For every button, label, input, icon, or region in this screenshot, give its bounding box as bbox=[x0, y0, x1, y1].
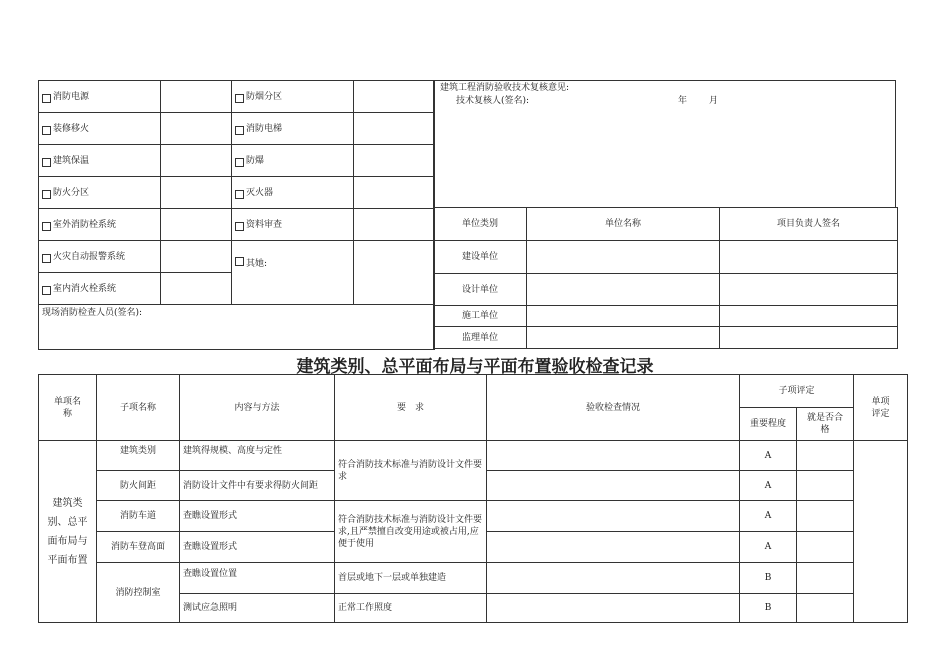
content-method: 消防设计文件中有要求得防火间距 bbox=[180, 471, 335, 501]
checkbox-icon bbox=[235, 257, 244, 266]
importance-value: B bbox=[740, 563, 797, 594]
review-opinion-box[interactable] bbox=[433, 80, 896, 208]
checklist-item[interactable]: 灭火器 bbox=[232, 177, 354, 209]
requirement-header: 要 求 bbox=[335, 375, 487, 441]
category-cell: 建筑类别、总平面布局与平面布置 bbox=[39, 441, 97, 623]
checklist-item[interactable]: 室内消火栓系统 bbox=[39, 273, 161, 305]
reviewer-label: 技术复核人(签名): bbox=[456, 96, 530, 106]
checkbox-icon bbox=[42, 222, 51, 231]
check-header: 验收检查情况 bbox=[487, 375, 740, 441]
qualified-cell[interactable] bbox=[797, 563, 854, 594]
unit-type-label: 施工单位 bbox=[434, 306, 527, 327]
check-cell[interactable] bbox=[487, 532, 740, 563]
content-method: 建筑得规模、高度与定性 bbox=[180, 441, 335, 471]
checklist-item[interactable]: 资料审查 bbox=[232, 209, 354, 241]
importance-value: A bbox=[740, 441, 797, 471]
content-method: 查瞧设置位置 bbox=[180, 563, 335, 594]
signature-cell[interactable] bbox=[720, 306, 898, 327]
checkbox-icon bbox=[235, 158, 244, 167]
record-table bbox=[38, 374, 908, 623]
unit-type-header: 单位类别 bbox=[434, 208, 527, 241]
requirement-cell: 正常工作照度 bbox=[335, 594, 487, 623]
sub-item-name: 消防车道 bbox=[97, 501, 180, 532]
sub-name-header: 子项名称 bbox=[97, 375, 180, 441]
qualified-header: 就是否合格 bbox=[797, 408, 854, 441]
sub-item-name: 建筑类别 bbox=[97, 441, 180, 471]
qualified-cell[interactable] bbox=[797, 594, 854, 623]
checkbox-icon bbox=[42, 286, 51, 295]
qualified-cell[interactable] bbox=[797, 501, 854, 532]
checklist-item[interactable]: 防烟分区 bbox=[232, 81, 354, 113]
checklist-item[interactable]: 其她: bbox=[232, 241, 354, 305]
checkbox-icon bbox=[235, 190, 244, 199]
importance-header: 重要程度 bbox=[740, 408, 797, 441]
checklist-item[interactable]: 消防电梯 bbox=[232, 113, 354, 145]
checkbox-icon bbox=[42, 254, 51, 263]
sub-item-name: 防火间距 bbox=[97, 471, 180, 501]
unit-name-cell[interactable] bbox=[527, 327, 720, 349]
leader-signature-header: 项目负责人签名 bbox=[720, 208, 898, 241]
unit-type-label: 设计单位 bbox=[434, 274, 527, 306]
requirement-cell: 符合消防技术标准与消防设计文件要求 bbox=[335, 441, 487, 501]
checkbox-icon bbox=[235, 126, 244, 135]
inspector-signature-cell[interactable]: 现场消防检查人员(签名): bbox=[39, 305, 435, 350]
checkbox-icon bbox=[42, 158, 51, 167]
checkbox-icon bbox=[42, 190, 51, 199]
requirement-cell: 符合消防技术标准与消防设计文件要求,且严禁擅自改变用途或被占用,应便于使用 bbox=[335, 501, 487, 563]
item-name-header: 单项名称 bbox=[39, 375, 97, 441]
check-cell[interactable] bbox=[487, 441, 740, 471]
check-cell[interactable] bbox=[487, 563, 740, 594]
signature-cell[interactable] bbox=[720, 274, 898, 306]
sub-item-name: 消防控制室 bbox=[97, 563, 180, 623]
checklist-item[interactable]: 室外消防栓系统 bbox=[39, 209, 161, 241]
importance-value: B bbox=[740, 594, 797, 623]
unit-name-cell[interactable] bbox=[527, 241, 720, 274]
unit-name-header: 单位名称 bbox=[527, 208, 720, 241]
requirement-cell: 首层或地下一层或单独建造 bbox=[335, 563, 487, 594]
content-header: 内容与方法 bbox=[180, 375, 335, 441]
checklist-item[interactable]: 消防电源 bbox=[39, 81, 161, 113]
review-title: 建筑工程消防验收技术复核意见: bbox=[440, 83, 570, 93]
checklist-item[interactable]: 装修移火 bbox=[39, 113, 161, 145]
content-method: 测试应急照明 bbox=[180, 594, 335, 623]
unit-type-label: 监理单位 bbox=[434, 327, 527, 349]
importance-value: A bbox=[740, 532, 797, 563]
importance-value: A bbox=[740, 471, 797, 501]
checkbox-icon bbox=[235, 222, 244, 231]
year-label: 年 bbox=[678, 96, 688, 106]
checklist-item[interactable]: 建筑保温 bbox=[39, 145, 161, 177]
signature-cell[interactable] bbox=[720, 327, 898, 349]
item-eval-header: 单项评定 bbox=[854, 375, 908, 441]
checkbox-icon bbox=[235, 94, 244, 103]
check-cell[interactable] bbox=[487, 594, 740, 623]
sub-item-name: 消防车登高面 bbox=[97, 532, 180, 563]
checkbox-icon bbox=[42, 126, 51, 135]
check-cell[interactable] bbox=[487, 501, 740, 532]
content-method: 查瞧设置形式 bbox=[180, 501, 335, 532]
signature-cell[interactable] bbox=[720, 241, 898, 274]
top-checklist-table bbox=[38, 80, 435, 350]
qualified-cell[interactable] bbox=[797, 441, 854, 471]
unit-signature-table bbox=[433, 207, 898, 349]
importance-value: A bbox=[740, 501, 797, 532]
checkbox-icon bbox=[42, 94, 51, 103]
sub-eval-header: 子项评定 bbox=[740, 375, 854, 408]
unit-type-label: 建设单位 bbox=[434, 241, 527, 274]
checklist-item[interactable]: 火灾自动报警系统 bbox=[39, 241, 161, 273]
month-label: 月 bbox=[709, 96, 719, 106]
checklist-item[interactable]: 防爆 bbox=[232, 145, 354, 177]
unit-name-cell[interactable] bbox=[527, 274, 720, 306]
content-method: 查瞧设置形式 bbox=[180, 532, 335, 563]
item-eval-cell[interactable] bbox=[854, 441, 908, 623]
check-cell[interactable] bbox=[487, 471, 740, 501]
qualified-cell[interactable] bbox=[797, 532, 854, 563]
page-title: 建筑类别、总平面布局与平面布置验收检查记录 bbox=[296, 357, 654, 377]
unit-name-cell[interactable] bbox=[527, 306, 720, 327]
qualified-cell[interactable] bbox=[797, 471, 854, 501]
checklist-item[interactable]: 防火分区 bbox=[39, 177, 161, 209]
